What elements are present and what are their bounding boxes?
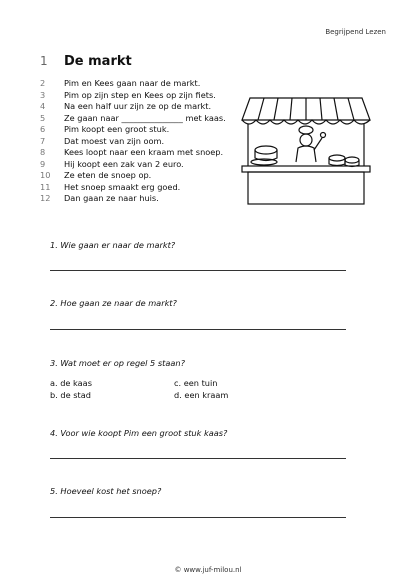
market-stall-illustration (236, 80, 376, 210)
story-line (40, 193, 226, 205)
line-text: Dat moest van zijn oom. (64, 135, 165, 146)
line-text: Dan gaan ze naar huis. (64, 193, 159, 203)
line-number: 8 (40, 147, 46, 157)
line-number: 5 (40, 112, 46, 123)
question-2: 2. Hoe gaan ze naar de markt? (50, 298, 177, 308)
line-text: Pim op zijn step en Kees op zijn fiets. (64, 89, 216, 100)
story-line (40, 136, 226, 148)
story-line (40, 101, 226, 113)
line-text: Ze eten de snoep op. (64, 170, 152, 180)
story-title-row (40, 54, 132, 69)
answer-line-4[interactable] (50, 458, 346, 459)
line-number: 10 (40, 170, 51, 180)
line-number: 11 (40, 181, 51, 192)
line-text: Pim en Kees gaan naar de markt. (64, 78, 201, 88)
story-title: De markt (64, 54, 132, 69)
line-number: 6 (40, 124, 46, 134)
question-4: 4. Voor wie koopt Pim een groot stuk kaas? (50, 428, 228, 438)
story-line (40, 159, 226, 171)
line-text: Het snoep smaakt erg goed. (64, 181, 181, 192)
options-row (50, 389, 298, 401)
answer-options (50, 377, 298, 401)
title-line-number: 1 (40, 54, 48, 68)
story-line (40, 78, 226, 90)
options-row (50, 377, 298, 389)
story-line (40, 124, 226, 136)
line-number: 2 (40, 78, 46, 88)
line-number: 9 (40, 158, 46, 169)
line-number: 12 (40, 193, 51, 203)
question-5: 5. Hoeveel kost het snoep? (50, 486, 162, 496)
story-line (40, 90, 226, 102)
line-text: Pim koopt een groot stuk. (64, 124, 170, 134)
question-3: 3. Wat moet er op regel 5 staan? (50, 358, 185, 368)
line-text: Kees loopt naar een kraam met snoep. (64, 147, 224, 157)
question-1: 1. Wie gaan er naar de markt? (50, 240, 176, 250)
answer-line-1[interactable] (50, 270, 346, 271)
story-line (40, 170, 226, 182)
story-text (40, 78, 226, 205)
subject-header: Begrijpend Lezen (325, 28, 386, 36)
option-a[interactable]: a. de kaas (50, 378, 92, 388)
option-b[interactable]: b. de stad (50, 390, 91, 400)
story-line (40, 182, 226, 194)
line-text: Hij koopt een zak van 2 euro. (64, 158, 184, 169)
line-number: 4 (40, 101, 46, 111)
answer-line-2[interactable] (50, 329, 346, 330)
story-line (40, 113, 226, 125)
line-number: 7 (40, 135, 46, 146)
option-d[interactable]: d. een kraam (174, 390, 229, 400)
line-number: 3 (40, 89, 46, 100)
line-text: Na een half uur zijn ze op de markt. (64, 101, 212, 111)
story-line (40, 147, 226, 159)
answer-line-5[interactable] (50, 517, 346, 518)
footer-copyright: © www.juf-milou.nl (174, 566, 242, 574)
line-text: Ze gaan naar _______________ met kaas. (64, 112, 226, 123)
option-c[interactable]: c. een tuin (174, 378, 218, 388)
